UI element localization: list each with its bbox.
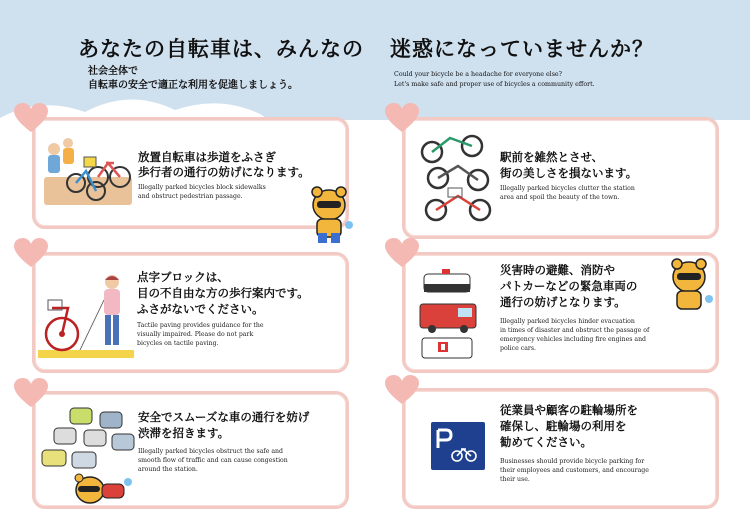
card5-jp-line2: パトカーなどの緊急車両の (500, 279, 638, 293)
heart-icon (385, 103, 419, 133)
subtitle-en-line1: Could your bicycle be a headache for everyone else? (394, 71, 563, 78)
heart-icon (14, 378, 48, 408)
subtitle-jp-line1: 社会全体で (88, 66, 138, 77)
card6-jp-line2: 確保し、駐輪場の利用を (500, 419, 627, 433)
card6-jp-line3: 勧めてください。 (500, 435, 592, 449)
card2-jp-line2: 目の不自由な方の歩行案内です。 (137, 286, 309, 300)
bicycle-parking-sign (431, 422, 485, 470)
mascot-character-illustration (665, 255, 715, 317)
card1-jp-line1: 放置自転車は歩道をふさぎ (138, 150, 276, 164)
card4-jp-line2: 街の美しさを損ないます。 (500, 166, 638, 180)
emergency-vehicles-illustration (418, 268, 496, 362)
card3-jp-line2: 渋滞を招きます。 (138, 426, 230, 440)
card3-en-line2: smooth flow of traffic and can cause congestion (138, 457, 288, 464)
card1-jp-line2: 歩行者の通行の妨げになります。 (138, 165, 310, 179)
card2-en-line1: Tactile paving provides guidance for the (137, 322, 264, 329)
mascot-character-illustration (305, 183, 353, 247)
heart-icon (14, 238, 48, 268)
card3-en-line1: Illegally parked bicycles obstruct the safe and (138, 448, 283, 455)
subtitle-jp-line2: 自転車の安全で適正な利用を促進しましょう。 (88, 80, 298, 91)
bicycle-parking-icon (431, 422, 485, 470)
heart-icon (14, 103, 48, 133)
parked-bicycles-illustration (40, 133, 132, 211)
card6-jp-line1: 従業員や顧客の駐輪場所を (500, 403, 638, 417)
card5-en-line4: police cars. (500, 345, 536, 352)
card5-jp-line1: 災害時の避難、消防や (500, 263, 615, 277)
card2-en-line2: visually impaired. Please do not park (137, 331, 254, 338)
card5-en-line1: Illegally parked bicycles hinder evacuation (500, 318, 635, 325)
subtitle-en-line2: Let's make safe and proper use of bicycles a community effort. (394, 81, 595, 88)
card6-en-line3: their use. (500, 476, 530, 483)
card2-en-line3: bicycles on tactile paving. (137, 340, 219, 347)
card2-jp-line1: 点字ブロックは、 (137, 270, 229, 284)
card4-jp-line1: 駅前を雑然とさせ、 (500, 150, 604, 164)
card5-jp-line3: 通行の妨げとなります。 (500, 295, 626, 309)
page-title-left: あなたの自転車は、みんなの (78, 37, 364, 61)
card3-en-line3: around the station. (138, 466, 198, 473)
heart-icon (385, 238, 419, 268)
page-title-right: 迷惑になっていませんか？ (390, 37, 654, 61)
card1-en-line2: and obstruct pedestrian passage. (138, 193, 243, 200)
card6-en-line1: Businesses should provide bicycle parking for (500, 458, 645, 465)
mascot-character-illustration (68, 470, 134, 508)
card5-en-line3: emergency vehicles including fire engines and (500, 336, 647, 343)
card4-en-line2: area and spoil the beauty of the town. (500, 194, 620, 201)
card2-jp-line3: ふさがないでください。 (137, 302, 264, 316)
heart-icon (385, 375, 419, 405)
card5-en-line2: in times of disaster and obstruct the passage of (500, 327, 650, 334)
card1-en-line1: Illegally parked bicycles block sidewalks (138, 184, 266, 191)
visually-impaired-person-illustration (38, 272, 134, 360)
card4-en-line1: Illegally parked bicycles clutter the station (500, 185, 635, 192)
card6-en-line2: their employees and customers, and encourage (500, 467, 649, 474)
pile-of-bicycles-illustration (418, 130, 498, 226)
card3-jp-line1: 安全でスムーズな車の通行を妨げ (138, 410, 310, 424)
traffic-jam-illustration (40, 406, 136, 478)
